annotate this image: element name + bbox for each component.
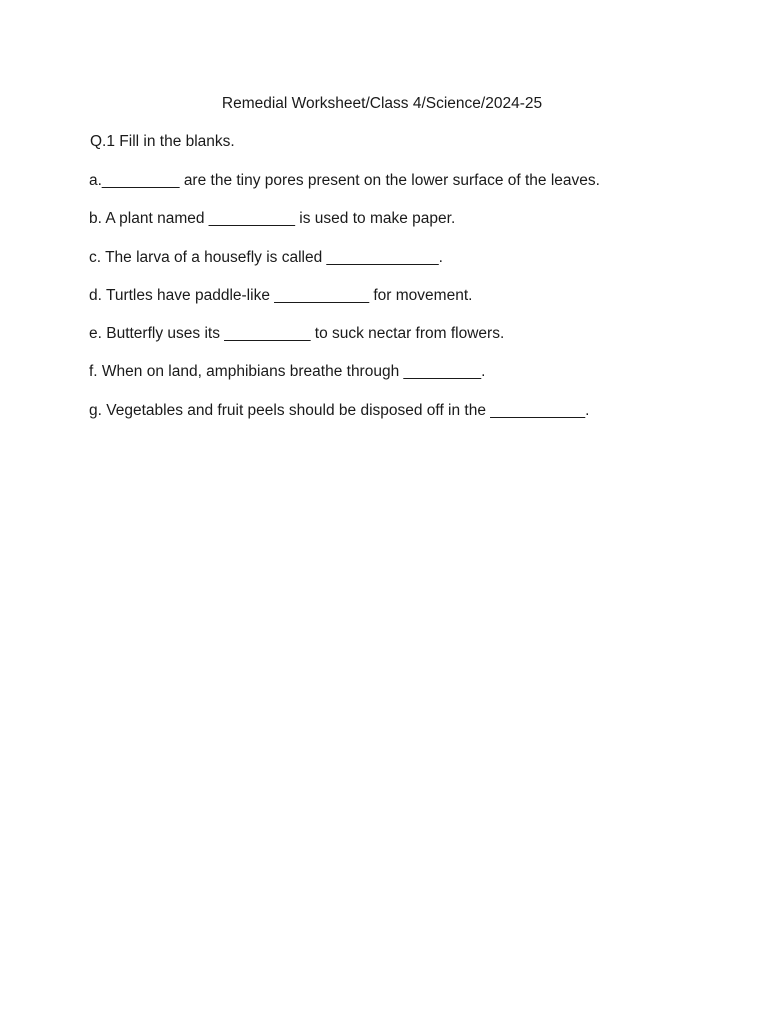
question-b: b. A plant named __________ is used to make paper. [89,210,456,228]
worksheet-title: Remedial Worksheet/Class 4/Science/2024-25 [221,95,543,112]
question-a: a._________ are the tiny pores present on the lower surface of the leaves. [89,172,600,189]
question-f: f. When on land, amphibians breathe through _________. [89,363,486,381]
section-heading: Q.1 Fill in the blanks. [90,133,235,150]
question-e: e. Butterfly uses its __________ to suck nectar from flowers. [89,325,505,343]
question-d: d. Turtles have paddle-like ___________ for movement. [89,286,473,304]
question-g: g. Vegetables and fruit peels should be disposed off in the ___________. [89,401,590,419]
question-c: c. The larva of a housefly is called _____________. [89,248,443,266]
question-list [89,171,600,439]
